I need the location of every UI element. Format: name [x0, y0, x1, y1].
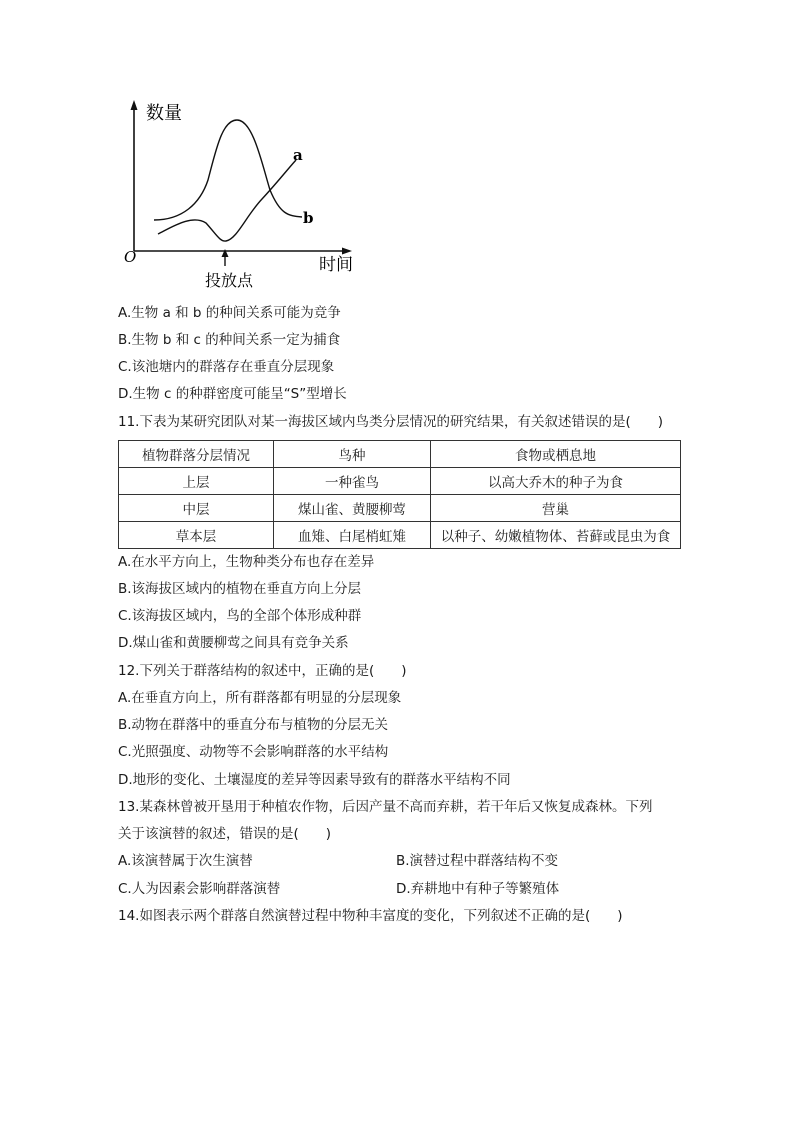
table-header-row — [119, 441, 681, 468]
population-graph — [112, 96, 362, 292]
q12-option-b: B.动物在群落中的垂直分布与植物的分层无关 — [118, 717, 389, 733]
table-cell: 以种子、幼嫩植物体、苔藓或昆虫为食 — [431, 522, 681, 549]
q11-option-c: C.该海拔区域内，鸟的全部个体形成种群 — [118, 608, 362, 624]
table-header: 植物群落分层情况 — [119, 441, 274, 468]
q14-stem: 14.如图表示两个群落自然演替过程中物种丰富度的变化，下列叙述不正确的是( ) — [118, 908, 623, 924]
table-cell: 一种雀鸟 — [274, 468, 431, 495]
q12-stem: 12.下列关于群落结构的叙述中，正确的是( ) — [118, 663, 407, 679]
q12-option-d: D.地形的变化、土壤湿度的差异等因素导致有的群落水平结构不同 — [118, 772, 511, 788]
q13-option-a: A.该演替属于次生演替 — [118, 853, 253, 869]
table-row — [119, 522, 681, 549]
table-cell: 以高大乔木的种子为食 — [431, 468, 681, 495]
q13-option-b: B.演替过程中群落结构不变 — [396, 853, 559, 869]
q10-option-a: A.生物 a 和 b 的种间关系可能为竞争 — [118, 305, 341, 321]
q12-option-a: A.在垂直方向上，所有群落都有明显的分层现象 — [118, 690, 402, 706]
y-axis — [131, 100, 138, 251]
origin-label: O — [124, 248, 137, 266]
table-cell: 草本层 — [119, 522, 274, 549]
bird-layer-table — [118, 440, 681, 549]
q10-option-d: D.生物 c 的种群密度可能呈“S”型增长 — [118, 386, 347, 402]
release-point-label: 投放点 — [205, 271, 254, 290]
q13-option-d: D.弃耕地中有种子等繁殖体 — [396, 881, 560, 897]
curve-b-label: b — [303, 209, 314, 227]
x-axis-label: 时间 — [319, 255, 353, 275]
table-cell: 煤山雀、黄腰柳莺 — [274, 495, 431, 522]
curve-a-label: a — [293, 146, 303, 164]
table-header: 鸟种 — [274, 441, 431, 468]
q13-option-c: C.人为因素会影响群落演替 — [118, 881, 281, 897]
q11-option-b: B.该海拔区域内的植物在垂直方向上分层 — [118, 581, 362, 597]
table-cell: 中层 — [119, 495, 274, 522]
table-cell: 营巢 — [431, 495, 681, 522]
q13-stem-line1: 13.某森林曾被开垦用于种植农作物，后因产量不高而弃耕，若干年后又恢复成森林。下列 — [118, 799, 653, 815]
q11-option-d: D.煤山雀和黄腰柳莺之间具有竞争关系 — [118, 635, 349, 651]
table-cell: 上层 — [119, 468, 274, 495]
table-row — [119, 495, 681, 522]
table-row — [119, 468, 681, 495]
q12-option-c: C.光照强度、动物等不会影响群落的水平结构 — [118, 744, 389, 760]
y-axis-label: 数量 — [146, 103, 182, 124]
curve-peak — [154, 120, 302, 220]
q10-option-c: C.该池塘内的群落存在垂直分层现象 — [118, 359, 335, 375]
table-header: 食物或栖息地 — [431, 441, 681, 468]
q11-option-a: A.在水平方向上，生物种类分布也存在差异 — [118, 554, 375, 570]
table-cell: 血雉、白尾梢虹雉 — [274, 522, 431, 549]
q13-stem-line2: 关于该演替的叙述，错误的是( ) — [118, 826, 332, 842]
q11-stem: 11.下表为某研究团队对某一海拔区域内鸟类分层情况的研究结果，有关叙述错误的是( ) — [118, 414, 664, 430]
q10-option-b: B.生物 b 和 c 的种间关系一定为捕食 — [118, 332, 341, 348]
x-axis — [134, 248, 352, 255]
